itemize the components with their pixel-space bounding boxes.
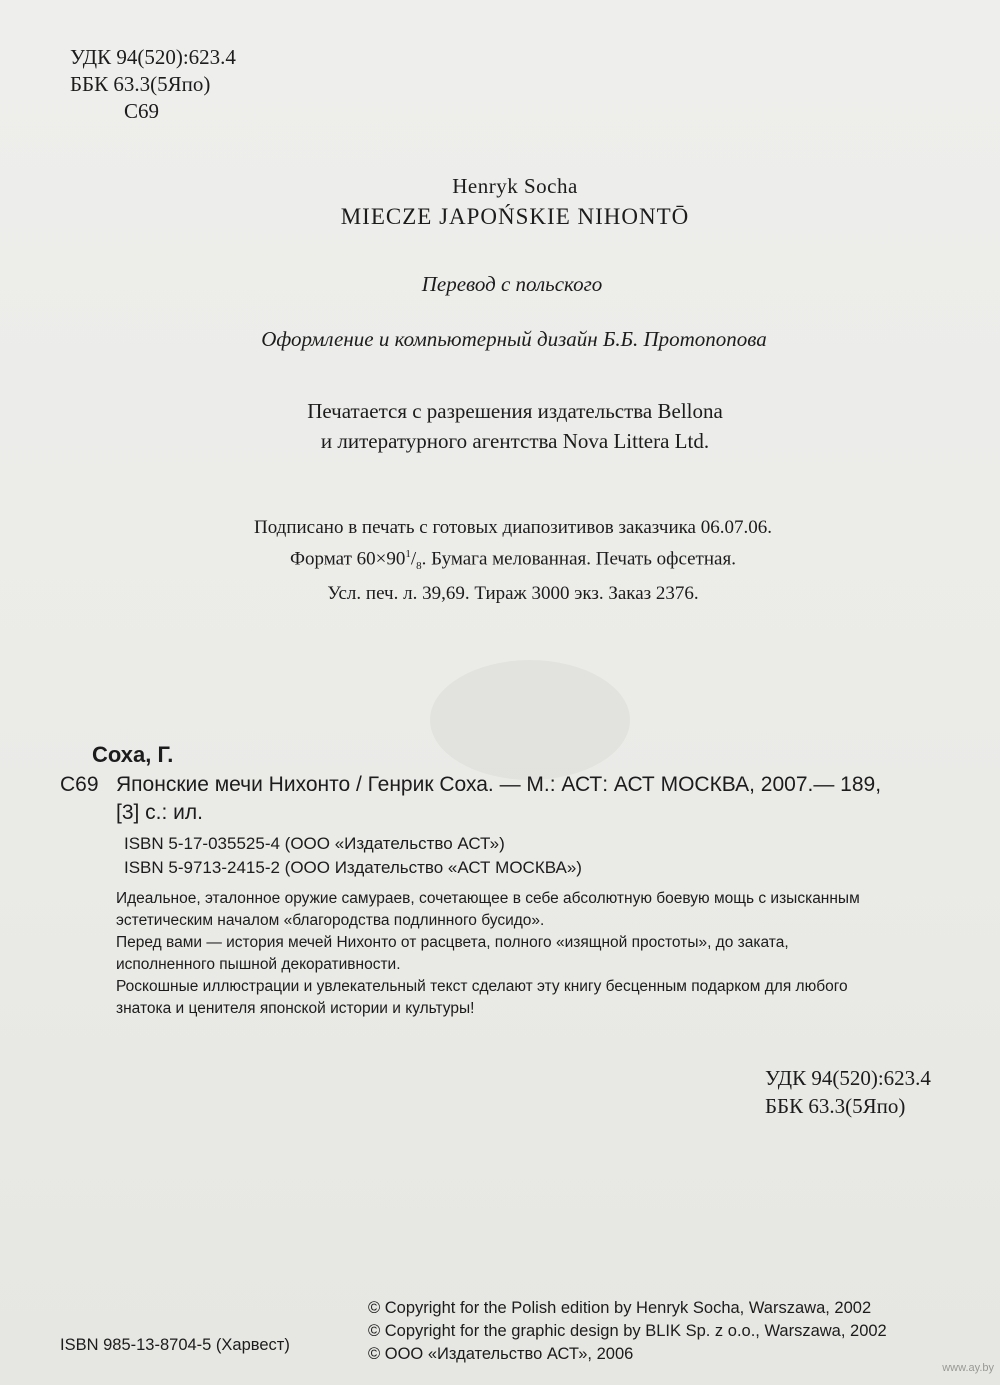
annotation-paragraph-3 <box>116 976 948 1020</box>
annotation-line: Идеальное, эталонное оружие самураев, сочетающее в себе абсолютную боевую мощь с изысканным <box>116 890 860 907</box>
permission-note <box>0 396 1000 456</box>
format-line <box>26 541 1000 580</box>
annotation-paragraph-2 <box>116 932 948 976</box>
author-sign-code: С69 <box>124 99 160 123</box>
print-signed-line: Подписано в печать с готовых диапозитивов заказчика 06.07.06. <box>254 517 772 538</box>
catalog-author: Соха, Г. <box>92 742 174 767</box>
bbk-code: ББК 63.3(5Япо) <box>70 72 211 96</box>
translation-note: Перевод с польского <box>421 272 603 296</box>
format-sup: 1 <box>405 548 411 560</box>
print-run-line: Усл. печ. л. 39,69. Тираж 3000 экз. Заказ 2376. <box>327 583 699 605</box>
site-watermark: www.ay.by <box>942 1362 994 1374</box>
format-prefix: Формат 60×90 <box>290 548 406 570</box>
isbn-harvest: ISBN 985-13-8704-5 (Харвест) <box>60 1336 290 1354</box>
design-credit: Оформление и компьютерный дизайн Б.Б. Протопопова <box>261 327 767 351</box>
bleed-through-shadow <box>430 660 630 780</box>
bbk-code-bottom: ББК 63.3(5Япо) <box>765 1094 906 1118</box>
udk-block-top <box>70 44 236 125</box>
annotation-line: знатока и ценителя японской истории и культуры! <box>116 1000 475 1017</box>
copyright-line-3: © ООО «Издательство АСТ», 2006 <box>368 1345 634 1363</box>
annotation-paragraph-1 <box>116 888 948 932</box>
format-sub: 8 <box>416 560 422 573</box>
udk-code: УДК 94(520):623.4 <box>70 45 236 69</box>
catalog-entry-line-2: [3] с.: ил. <box>116 801 204 824</box>
annotation-line: исполненного пышной декоративности. <box>116 956 401 973</box>
copyright-line-1: © Copyright for the Polish edition by Henryk Socha, Warszawa, 2002 <box>368 1299 872 1317</box>
annotation-line: Роскошные иллюстрации и увлекательный текст сделают эту книгу бесценным подарком для любого <box>116 978 848 995</box>
print-details <box>0 514 1000 607</box>
catalog-code: С69 <box>60 773 99 796</box>
catalog-entry-text: Японские мечи Нихонто / Генрик Соха. — М.: АСТ: АСТ МОСКВА, 2007.— 189, <box>116 773 882 796</box>
isbn-ast: ISBN 5-17-035525-4 (ООО «Издательство АСТ») <box>124 834 505 853</box>
permission-line-1: Печатается с разрешения издательства Bellona <box>307 399 723 423</box>
copyright-line-2: © Copyright for the graphic design by BLIK Sp. z o.o., Warszawa, 2002 <box>368 1322 887 1340</box>
udk-code-bottom: УДК 94(520):623.4 <box>765 1066 931 1090</box>
permission-line-2: и литературного агентства Nova Littera Ltd. <box>320 429 710 453</box>
original-title: MIECZE JAPOŃSKIE NIHONTŌ <box>340 204 690 229</box>
udk-block-bottom <box>765 1064 931 1120</box>
isbn-ast-moskva: ISBN 5-9713-2415-2 (ООО Издательство «АСТ МОСКВА») <box>124 858 582 877</box>
catalog-entry-line-1 <box>60 773 881 797</box>
original-author: Henryk Socha <box>452 174 578 198</box>
format-rest: . Бумага мелованная. Печать офсетная. <box>421 548 736 570</box>
copyright-notice <box>368 1297 887 1366</box>
annotation-line: Перед вами — история мечей Нихонто от расцвета, полного «изящной простоты», до заката, <box>116 934 789 951</box>
annotation-line: эстетическим началом «благородства подлинного бусидо». <box>116 912 545 929</box>
book-annotation <box>116 888 948 1020</box>
format-sep: / <box>410 548 417 570</box>
